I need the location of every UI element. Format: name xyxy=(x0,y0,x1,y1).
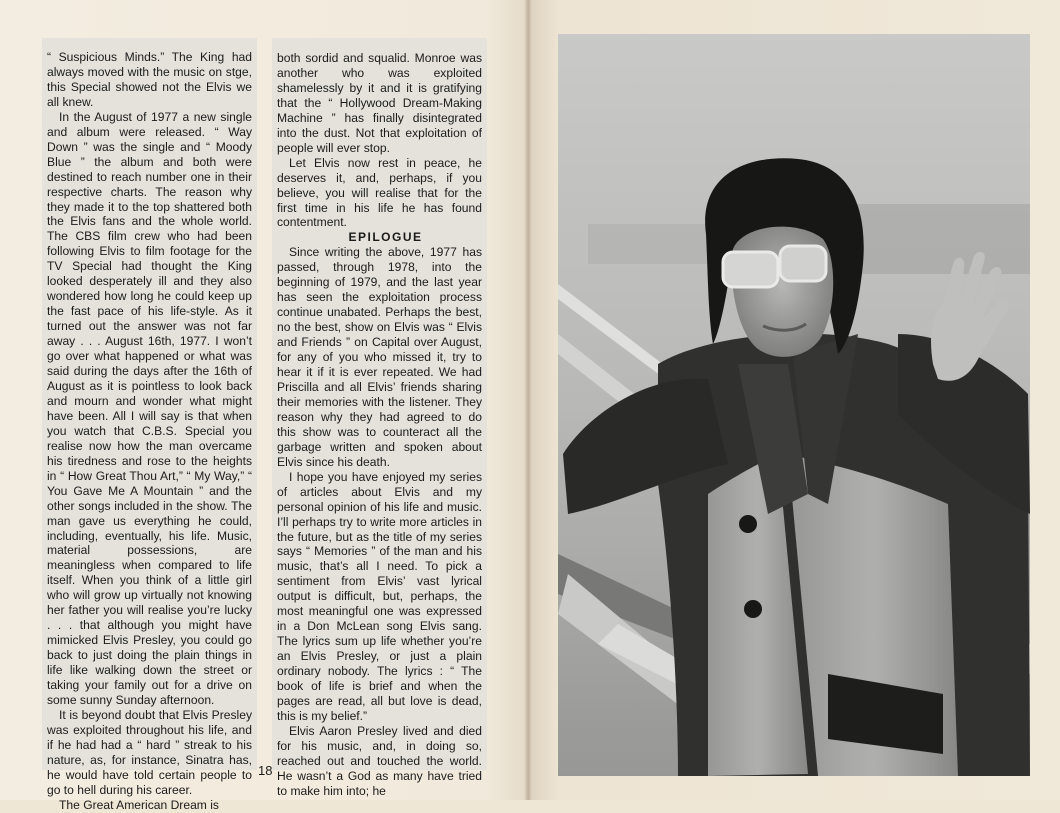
section-heading: EPILOGUE xyxy=(348,230,423,245)
paragraph: both sordid and squalid. Monroe was another who was exploited shamelessly by it and it is gratifying that the “ Hollywood Dream-Making Machine ” has finally disintegrated into the dust. Not that exploitation of people will ever stop. xyxy=(277,51,482,155)
page-gutter xyxy=(524,0,532,800)
text-column-right xyxy=(272,38,487,798)
paragraph: In the August of 1977 a new single and album were released. “ Way Down ” was the single and “ Moody Blue ” the album and both were destined to reach number one in their respective charts. The reason why they made it to the top shattered both the Elvis fans and the whole world. The CBS film crew who had been following Elvis to film footage for the TV Special had thought the King looked desperately ill and they also wondered how long he could keep up the fast pace of his life-style. As it turned out the answer was not far away . . . August 16th, 1977. I won’t go over what happened or what was said during the days after the 16th of August as it is pointless to look back and mourn and wonder what might have been. All I will say is that when you watch that C.B.S. Special you realise now how the man overcame his tiredness and rose to the heights in “ How Great Thou Art,” “ My Way,” “ You Gave Me A Mountain ” and the other songs included in the show. The man gave us everything he could, including, eventually, his life. Music, material possessions, are meaningless when compared to life itself. When you think of a little girl who will grow up virtually not knowing her father you will realise you’re lucky . . . that although you might have mimicked Elvis Presley, you could go back to just doing the plain things in life like walking down the street or taking your family out for a drive on some sunny Sunday afternoon. xyxy=(47,109,252,707)
paragraph: It is beyond doubt that Elvis Presley was exploited throughout his life, and if he had had a “ hard ” streak to his nature, as, for instance, Sinatra has, he would have told certain people to go to hell during his career. xyxy=(47,707,252,797)
paragraph: Elvis Aaron Presley lived and died for his music, and, in doing so, reached out and touched the world. He wasn’t a God as many have tried to make him into; he xyxy=(277,723,482,798)
paragraph: Since writing the above, 1977 has passed, through 1978, into the beginning of 1979, and the last year has seen the exploitation process continue unabated. Perhaps the best, no the best, show on Elvis was “ Elvis and Friends ” on Capital over August, for any of you who missed it, try to hear it if it is ever repeated. We had Priscilla and all Elvis’ friends sharing their memories with the listener. They reason why they had agreed to do this show was to counteract all the garbage written and spoken about Elvis since his death. xyxy=(277,245,482,469)
photo-illustration xyxy=(558,34,1030,776)
paragraph: I hope you have enjoyed my series of articles about Elvis and my personal opinion of his life and music. I’ll perhaps try to write more articles in the future, but as the title of my series says “ Memories ” of the man and his music, that’s all I need. To pick a sentiment from Elvis’ vast lyrical output is difficult, but, perhaps, the most meaningful one was expressed in a Don McLean song Elvis sang. The lyrics sum up life whether you’re an Elvis Presley, or just a plain ordinary nobody. The lyrics : “ The book of life is brief and when the pages are read, all but love is dead, this is my belief.” xyxy=(277,469,482,723)
paragraph: “ Suspicious Minds.” The King had always moved with the music on stge, this Special showed not the Elvis we all knew. xyxy=(47,50,252,109)
photograph xyxy=(558,34,1030,776)
page-number: 18 xyxy=(258,763,273,778)
paragraph: Let Elvis now rest in peace, he deserves it, and, perhaps, if you believe, you will realise that for the first time in his life he has found contentment. xyxy=(277,155,482,230)
text-column-left xyxy=(42,38,257,812)
left-page xyxy=(0,0,528,812)
paragraph: The Great American Dream is xyxy=(59,797,219,812)
